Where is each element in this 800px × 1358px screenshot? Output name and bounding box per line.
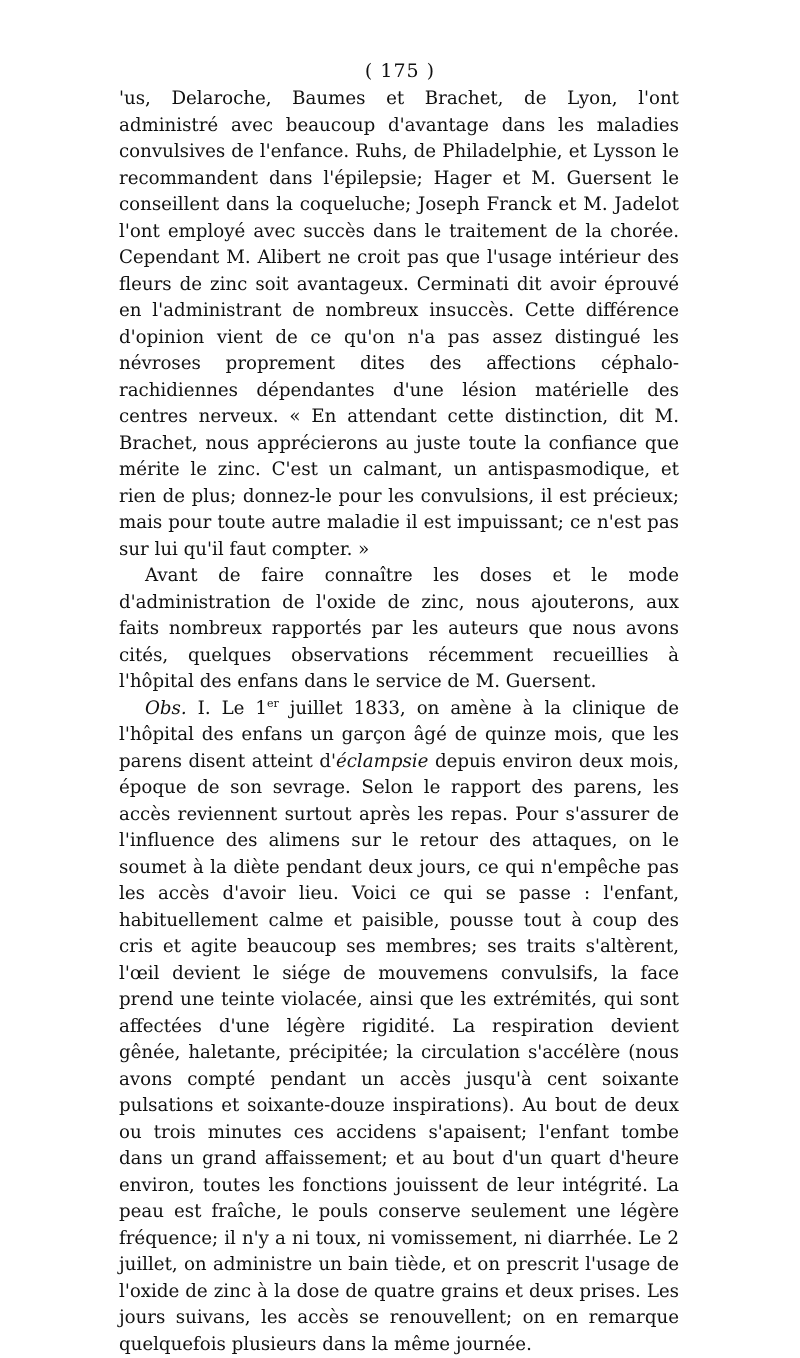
obs-text-b: juillet 1833, on amène à la clinique de l'hôpital des enfans un garçon âgé de quinze mois, que les parens disent atteint d' [119, 698, 679, 772]
body-text [119, 86, 679, 1358]
paragraph-observations-intro: Avant de faire connaître les doses et le mode d'administration de l'oxide de zinc, nous ajouterons, aux faits nombreux rapportés par les auteurs que nous avons cités, quelques observations récemment recueillies à l'hôpital des enfans dans le service de M. Guersent. [119, 563, 679, 696]
obs-text-a: I. Le 1 [187, 698, 267, 719]
obs-text-c: depuis environ deux mois, époque de son sevrage. Selon le rapport des parens, les accès reviennent surtout après les repas. Pour s'assurer de l'influence des alimens sur le retour des attaques, on le soumet à la diète pendant deux jours, ce qui n'empêche pas les accès d'avoir lieu. Voici ce qui se passe : l'enfant, habituellement calme et paisible, pousse tout à coup des cris et agite beaucoup ses membres; ses traits s'altèrent, l'œil devient le siége de mouvemens convulsifs, la face prend une teinte violacée, ainsi que les extrémités, qui sont affectées d'une légère rigidité. La respiration devient gênée, haletante, précipitée; la circulation s'accélère (nous avons compté pendant un accès jusqu'à cent soixante pulsations et soixante-douze inspirations). Au bout de deux ou trois minutes ces accidens s'apaisent; l'enfant tombe dans un grand affaissement; et au bout d'un quart d'heure environ, toutes les fonctions jouissent de leur intégrité. La peau est fraîche, le pouls conserve seulement une légère fréquence; il n'y a ni toux, ni vomissement, ni diarrhée. Le 2 juillet, on administre un bain tiède, et on prescrit l'usage de l'oxide de zinc à la dose de quatre grains et deux prises. Les jours suivans, les accès se renouvellent; on en remarque quelquefois plusieurs dans la même journée. [119, 751, 679, 1355]
page-number: ( 175 ) [0, 60, 800, 82]
eclampsie-term: éclampsie [336, 751, 428, 772]
ordinal-superscript: er [267, 696, 279, 709]
paragraph-observation-1 [119, 696, 679, 1358]
paragraph-zinc-uses: 'us, Delaroche, Baumes et Brachet, de Lyon, l'ont administré avec beaucoup d'avantage dans les maladies convulsives de l'enfance. Ruhs, de Philadelphie, et Lysson le recommandent dans l'épilepsie; Hager et M. Guersent le conseillent dans la coqueluche; Joseph Franck et M. Jadelot l'ont employé avec succès dans le traitement de la chorée. Cependant M. Alibert ne croit pas que l'usage intérieur des fleurs de zinc soit avantageux. Cerminati dit avoir éprouvé en l'administrant de nombreux insuccès. Cette différence d'opinion vient de ce qu'on n'a pas assez distingué les névroses proprement dites des affections céphalo-rachidiennes dépendantes d'une lésion matérielle des centres nerveux. « En attendant cette distinction, dit M. Brachet, nous apprécierons au juste toute la confiance que mérite le zinc. C'est un calmant, un antispasmodique, et rien de plus; donnez-le pour les convulsions, il est précieux; mais pour toute autre maladie il est impuissant; ce n'est pas sur lui qu'il faut compter. » [119, 86, 679, 563]
obs-label: Obs. [145, 698, 187, 719]
